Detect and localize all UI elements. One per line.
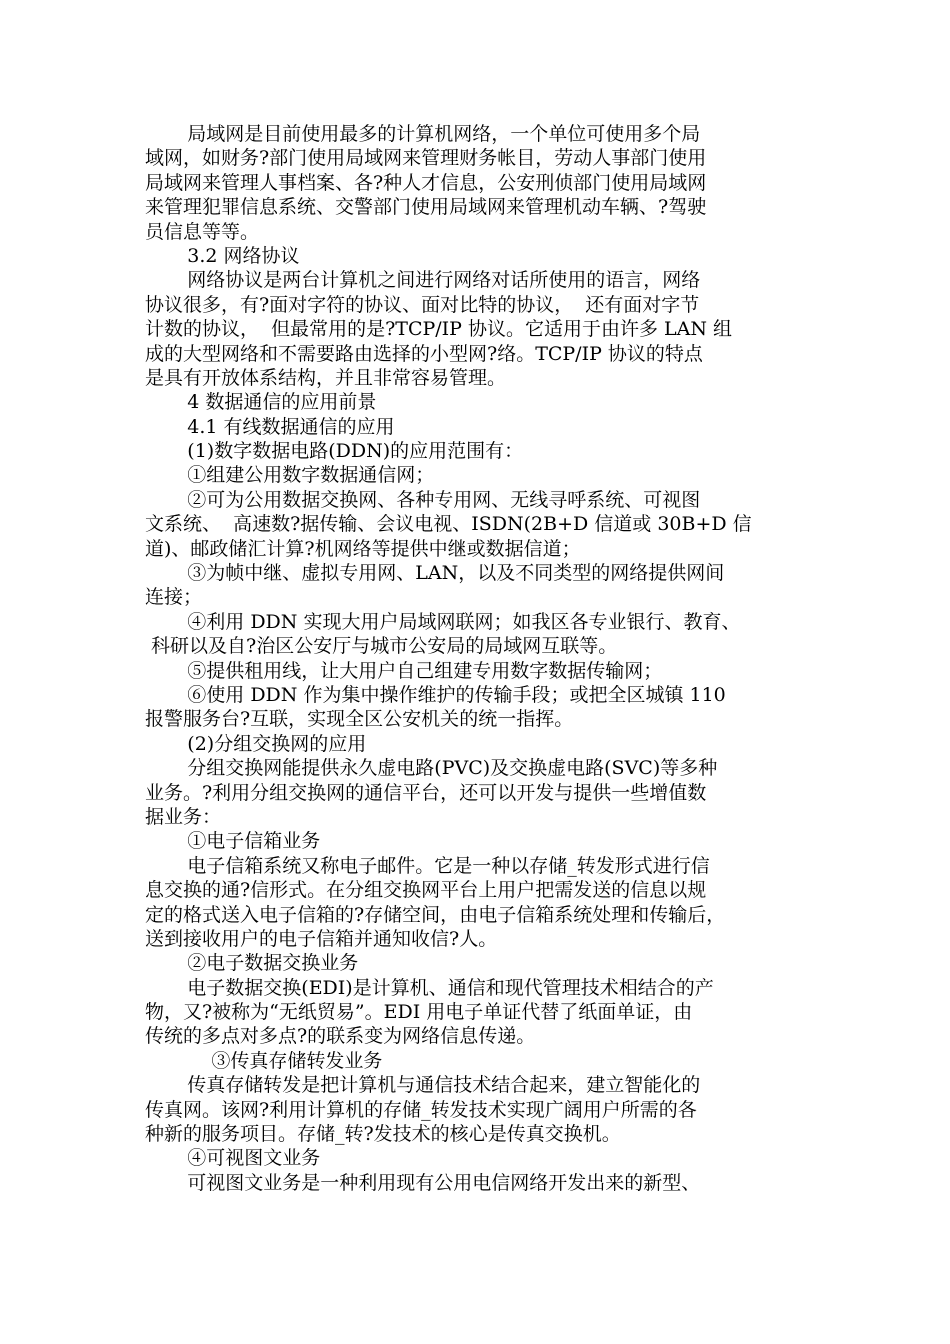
text-line: 定的格式送入电子信箱的?存储空间，由电子信箱系统处理和传输后， (145, 903, 726, 926)
text-line: 科研以及自?治区公安厅与城市公安局的局域网互联等。 (145, 635, 618, 658)
text-line: 网络协议是两台计算机之间进行网络对话所使用的语言，网络 (145, 269, 701, 292)
text-line: 连接； (145, 586, 203, 609)
text-line: 种新的服务项目。存储_转?发技术的核心是传真交换机。 (145, 1123, 621, 1146)
text-line: 4.1 有线数据通信的应用 (145, 415, 395, 438)
text-line: (1)数字数据电路(DDN)的应用范围有： (145, 440, 524, 463)
text-line: 局域网是目前使用最多的计算机网络，一个单位可使用多个局 (145, 123, 701, 145)
text-line: 4 数据通信的应用前景 (145, 391, 377, 414)
text-line: 息交换的通?信形式。在分组交换网平台上用户把需发送的信息以规 (145, 879, 707, 902)
text-line: 局域网来管理人事档案、各?种人才信息，公安刑侦部门使用局域网 (145, 171, 707, 194)
text-line: ①电子信箱业务 (145, 830, 321, 853)
text-line: 道)、邮政储汇计算?机网络等提供中继或数据信道； (145, 537, 581, 560)
text-line: 电子数据交换(EDI)是计算机、通信和现代管理技术相结合的产 (145, 976, 714, 999)
text-line: 成的大型网络和不需要路由选择的小型网?络。TCP/IP 协议的特点 (145, 342, 703, 365)
text-line: 计数的协议， 但最常用的是?TCP/IP 协议。它适用于由许多 LAN 组 (145, 318, 733, 341)
text-line: 协议很多，有?面对字符的协议、面对比特的协议， 还有面对字节 (145, 293, 700, 316)
text-line: ③为帧中继、虚拟专用网、LAN，以及不同类型的网络提供网间 (145, 562, 725, 585)
text-line: 送到接收用户的电子信箱并通知收信?人。 (145, 927, 498, 950)
text-line: 电子信箱系统又称电子邮件。它是一种以存储_转发形式进行信 (145, 854, 710, 877)
text-line: 据业务： (145, 805, 222, 828)
text-line: ⑤提供租用线，让大用户自己组建专用数字数据传输网； (145, 659, 663, 682)
text-line: 来管理犯罪信息系统、交警部门使用局域网来管理机动车辆、?驾驶 (145, 196, 707, 219)
text-line: 物，又?被称为“无纸贸易”。EDI 用电子单证代替了纸面单证，由 (145, 1001, 693, 1024)
text-line: 分组交换网能提供永久虚电路(PVC)及交换虚电路(SVC)等多种 (145, 757, 718, 780)
text-line: ②可为公用数据交换网、各种专用网、无线寻呼系统、可视图 (145, 488, 701, 511)
text-line: ④利用 DDN 实现大用户局域网联网；如我区各专业银行、教育、 (145, 610, 741, 633)
text-line: ③传真存储转发业务 (145, 1049, 383, 1072)
text-line: 传真存储转发是把计算机与通信技术结合起来，建立智能化的 (145, 1074, 701, 1097)
text-line: 报警服务台?互联，实现全区公安机关的统一指挥。 (145, 708, 574, 731)
text-line: 可视图文业务是一种利用现有公用电信网络开发出来的新型、 (145, 1171, 701, 1194)
text-line: 员信息等等。 (145, 220, 260, 243)
text-line: ①组建公用数字数据通信网； (145, 464, 435, 487)
body-text (145, 122, 815, 1195)
text-line: 传真网。该网?利用计算机的存储_转发技术实现广阔用户所需的各 (145, 1098, 697, 1121)
text-line: ②电子数据交换业务 (145, 952, 359, 975)
text-line: 业务。?利用分组交换网的通信平台，还可以开发与提供一些增值数 (145, 781, 707, 804)
text-line: 是具有开放体系结构，并且非常容易管理。 (145, 366, 507, 389)
text-line: ⑥使用 DDN 作为集中操作维护的传输手段；或把全区城镇 110 (145, 683, 726, 706)
text-line: 文系统、 高速数?据传输、会议电视、ISDN(2B+D 信道或 30B+D 信 (145, 513, 752, 536)
text-line: 域网，如财务?部门使用局域网来管理财务帐目，劳动人事部门使用 (145, 147, 707, 170)
text-line: 传统的多点对多点?的联系变为网络信息传递。 (145, 1025, 536, 1048)
text-line: 3.2 网络协议 (145, 244, 300, 267)
text-line: (2)分组交换网的应用 (145, 732, 367, 755)
text-line: ④可视图文业务 (145, 1147, 321, 1170)
